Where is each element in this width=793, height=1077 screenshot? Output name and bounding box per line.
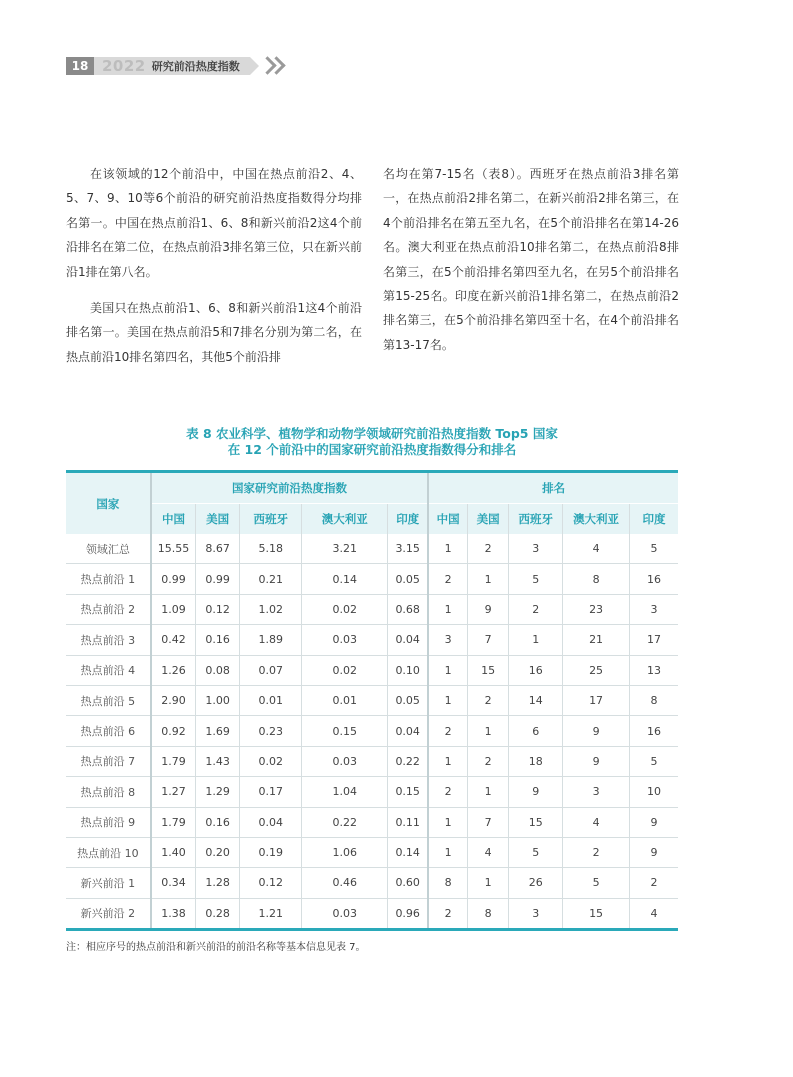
row-label: 新兴前沿 2	[66, 898, 151, 929]
score-cell: 1.27	[151, 777, 196, 807]
score-cell: 0.01	[302, 685, 388, 715]
rank-cell: 1	[428, 655, 467, 685]
score-cell: 1.26	[151, 655, 196, 685]
rank-col-header: 印度	[629, 504, 678, 535]
rank-cell: 2	[428, 898, 467, 929]
score-cell: 0.15	[388, 777, 429, 807]
score-cell: 0.10	[388, 655, 429, 685]
score-cell: 0.22	[388, 746, 429, 776]
score-cell: 0.08	[196, 655, 240, 685]
score-cell: 0.17	[240, 777, 302, 807]
rank-cell: 2	[509, 594, 563, 624]
score-cell: 0.23	[240, 716, 302, 746]
score-cell: 0.14	[388, 837, 429, 867]
rank-cell: 25	[563, 655, 630, 685]
score-cell: 3.21	[302, 534, 388, 564]
running-header	[66, 56, 287, 76]
table-row	[66, 655, 678, 685]
table-row	[66, 868, 678, 898]
score-cell: 1.40	[151, 837, 196, 867]
score-cell: 1.09	[151, 594, 196, 624]
rank-cell: 9	[509, 777, 563, 807]
rank-cell: 18	[509, 746, 563, 776]
score-cell: 0.04	[388, 625, 429, 655]
body-column-right	[383, 162, 679, 369]
rank-cell: 7	[467, 625, 508, 655]
header-country: 国家	[66, 472, 151, 535]
table-note: 注：相应序号的热点前沿和新兴前沿的前沿名称等基本信息见表 7。	[66, 942, 366, 953]
row-label: 热点前沿 7	[66, 746, 151, 776]
row-label: 热点前沿 1	[66, 564, 151, 594]
table-row	[66, 898, 678, 929]
rank-cell: 4	[563, 534, 630, 564]
rank-cell: 5	[629, 746, 678, 776]
rank-cell: 9	[629, 807, 678, 837]
rank-col-header: 澳大利亚	[563, 504, 630, 535]
rank-cell: 17	[563, 685, 630, 715]
score-col-header: 中国	[151, 504, 196, 535]
rank-cell: 1	[428, 534, 467, 564]
rank-cell: 3	[509, 898, 563, 929]
table-caption-line2: 在 12 个前沿中的国家研究前沿热度指数得分和排名	[227, 442, 517, 457]
rank-cell: 7	[467, 807, 508, 837]
rank-cell: 2	[629, 868, 678, 898]
score-cell: 0.11	[388, 807, 429, 837]
score-cell: 1.00	[196, 685, 240, 715]
body-paragraph: 在该领域的12个前沿中，中国在热点前沿2、4、5、7、9、10等6个前沿的研究前沿热度指数得分均排名第一。中国在热点前沿1、6、8和新兴前沿2这4个前沿排名在第二位，在热点前沿3排名第三位，只在新兴前沿1排在第八名。	[66, 167, 362, 279]
rank-cell: 8	[428, 868, 467, 898]
body-column-left	[66, 162, 362, 381]
rank-cell: 13	[629, 655, 678, 685]
score-cell: 15.55	[151, 534, 196, 564]
score-cell: 0.22	[302, 807, 388, 837]
score-col-header: 澳大利亚	[302, 504, 388, 535]
rank-cell: 17	[629, 625, 678, 655]
row-label: 热点前沿 8	[66, 777, 151, 807]
rank-cell: 3	[428, 625, 467, 655]
rank-cell: 15	[467, 655, 508, 685]
score-cell: 5.18	[240, 534, 302, 564]
score-cell: 1.43	[196, 746, 240, 776]
score-cell: 1.89	[240, 625, 302, 655]
rank-cell: 23	[563, 594, 630, 624]
row-label: 热点前沿 3	[66, 625, 151, 655]
rank-cell: 9	[629, 837, 678, 867]
score-cell: 1.79	[151, 746, 196, 776]
double-chevron-icon	[261, 57, 287, 75]
score-cell: 0.21	[240, 564, 302, 594]
header-bar	[94, 57, 250, 75]
score-cell: 1.04	[302, 777, 388, 807]
rank-cell: 3	[509, 534, 563, 564]
score-cell: 0.15	[302, 716, 388, 746]
score-cell: 0.28	[196, 898, 240, 929]
score-cell: 0.68	[388, 594, 429, 624]
score-cell: 1.02	[240, 594, 302, 624]
score-cell: 0.34	[151, 868, 196, 898]
score-cell: 2.90	[151, 685, 196, 715]
body-paragraph: 美国只在热点前沿1、6、8和新兴前沿1这4个前沿排名第一。美国在热点前沿5和7排名分别为第二名，在热点前沿10排名第四名，其他5个前沿排	[66, 301, 362, 364]
score-cell: 0.01	[240, 685, 302, 715]
rank-cell: 5	[509, 564, 563, 594]
rank-cell: 1	[467, 564, 508, 594]
score-cell: 0.03	[302, 898, 388, 929]
rank-cell: 2	[467, 685, 508, 715]
score-cell: 0.99	[151, 564, 196, 594]
rank-cell: 9	[467, 594, 508, 624]
rank-cell: 16	[509, 655, 563, 685]
rank-cell: 5	[563, 868, 630, 898]
score-cell: 1.29	[196, 777, 240, 807]
rank-cell: 1	[467, 777, 508, 807]
score-col-header: 美国	[196, 504, 240, 535]
row-label: 热点前沿 6	[66, 716, 151, 746]
table-row	[66, 685, 678, 715]
score-cell: 0.96	[388, 898, 429, 929]
score-cell: 1.06	[302, 837, 388, 867]
score-cell: 0.05	[388, 685, 429, 715]
score-cell: 0.03	[302, 746, 388, 776]
rank-cell: 1	[428, 685, 467, 715]
rank-cell: 1	[428, 837, 467, 867]
rank-cell: 2	[467, 746, 508, 776]
header-arrow	[250, 57, 259, 75]
row-label: 领域汇总	[66, 534, 151, 564]
score-cell: 1.28	[196, 868, 240, 898]
score-col-header: 印度	[388, 504, 429, 535]
score-cell: 0.99	[196, 564, 240, 594]
score-cell: 0.16	[196, 625, 240, 655]
table-row	[66, 594, 678, 624]
row-label: 新兴前沿 1	[66, 868, 151, 898]
score-cell: 0.92	[151, 716, 196, 746]
table-row	[66, 564, 678, 594]
rank-cell: 4	[563, 807, 630, 837]
rank-cell: 2	[428, 564, 467, 594]
score-cell: 0.04	[388, 716, 429, 746]
score-cell: 0.19	[240, 837, 302, 867]
header-group-score: 国家研究前沿热度指数	[151, 472, 428, 504]
score-cell: 0.04	[240, 807, 302, 837]
rank-cell: 4	[629, 898, 678, 929]
rank-cell: 15	[563, 898, 630, 929]
table-row	[66, 625, 678, 655]
rank-cell: 8	[629, 685, 678, 715]
rank-cell: 5	[629, 534, 678, 564]
score-cell: 0.03	[302, 625, 388, 655]
body-paragraph: 名均在第7-15名（表8）。西班牙在热点前沿3排名第一，在热点前沿2排名第二，在新兴前沿2排名第三，在4个前沿排名在第五至九名，在5个前沿排名在第14-26名。澳大利亚在热点前沿10排名第二，在热点前沿8排名第三，在5个前沿排名第四至九名，在另5个前沿排名第15-25名。印度在新兴前沿1排名第二，在热点前沿2排名第三，在5个前沿排名第四至十名，在4个前沿排名第13-17名。	[383, 167, 679, 352]
header-year: 2022	[102, 57, 146, 75]
rank-cell: 5	[509, 837, 563, 867]
row-label: 热点前沿 4	[66, 655, 151, 685]
score-cell: 0.20	[196, 837, 240, 867]
score-cell: 0.02	[302, 594, 388, 624]
rank-cell: 1	[467, 868, 508, 898]
score-cell: 1.21	[240, 898, 302, 929]
row-label: 热点前沿 9	[66, 807, 151, 837]
score-cell: 1.69	[196, 716, 240, 746]
score-cell: 8.67	[196, 534, 240, 564]
rank-cell: 1	[428, 807, 467, 837]
score-cell: 0.16	[196, 807, 240, 837]
rank-col-header: 中国	[428, 504, 467, 535]
rank-col-header: 西班牙	[509, 504, 563, 535]
rank-cell: 6	[509, 716, 563, 746]
rank-cell: 2	[428, 777, 467, 807]
score-cell: 0.02	[240, 746, 302, 776]
rank-cell: 2	[467, 534, 508, 564]
rank-cell: 9	[563, 716, 630, 746]
page-number: 18	[66, 57, 94, 75]
score-cell: 1.79	[151, 807, 196, 837]
score-cell: 0.46	[302, 868, 388, 898]
rank-cell: 10	[629, 777, 678, 807]
score-cell: 0.14	[302, 564, 388, 594]
score-cell: 0.12	[196, 594, 240, 624]
rank-cell: 2	[428, 716, 467, 746]
rank-cell: 16	[629, 716, 678, 746]
rank-cell: 1	[467, 716, 508, 746]
header-title: 研究前沿热度指数	[151, 60, 240, 73]
table-caption-line1: 表 8 农业科学、植物学和动物学领域研究前沿热度指数 Top5 国家	[186, 426, 558, 441]
score-cell: 0.60	[388, 868, 429, 898]
row-label: 热点前沿 5	[66, 685, 151, 715]
score-cell: 3.15	[388, 534, 429, 564]
rank-cell: 8	[563, 564, 630, 594]
table-caption	[66, 426, 678, 458]
score-cell: 0.07	[240, 655, 302, 685]
rank-cell: 14	[509, 685, 563, 715]
rank-cell: 26	[509, 868, 563, 898]
data-table	[66, 470, 678, 931]
rank-cell: 21	[563, 625, 630, 655]
rank-col-header: 美国	[467, 504, 508, 535]
score-col-header: 西班牙	[240, 504, 302, 535]
score-cell: 0.12	[240, 868, 302, 898]
rank-cell: 16	[629, 564, 678, 594]
rank-cell: 8	[467, 898, 508, 929]
rank-cell: 1	[428, 594, 467, 624]
rank-cell: 15	[509, 807, 563, 837]
rank-cell: 3	[629, 594, 678, 624]
rank-cell: 9	[563, 746, 630, 776]
score-cell: 1.38	[151, 898, 196, 929]
row-label: 热点前沿 2	[66, 594, 151, 624]
header-group-rank: 排名	[428, 472, 678, 504]
score-cell: 0.42	[151, 625, 196, 655]
table-row	[66, 807, 678, 837]
table-row	[66, 837, 678, 867]
table-row	[66, 777, 678, 807]
row-label: 热点前沿 10	[66, 837, 151, 867]
rank-cell: 3	[563, 777, 630, 807]
rank-cell: 4	[467, 837, 508, 867]
table-row	[66, 716, 678, 746]
rank-cell: 2	[563, 837, 630, 867]
table-row	[66, 534, 678, 564]
rank-cell: 1	[428, 746, 467, 776]
rank-cell: 1	[509, 625, 563, 655]
score-cell: 0.02	[302, 655, 388, 685]
table-row	[66, 746, 678, 776]
score-cell: 0.05	[388, 564, 429, 594]
